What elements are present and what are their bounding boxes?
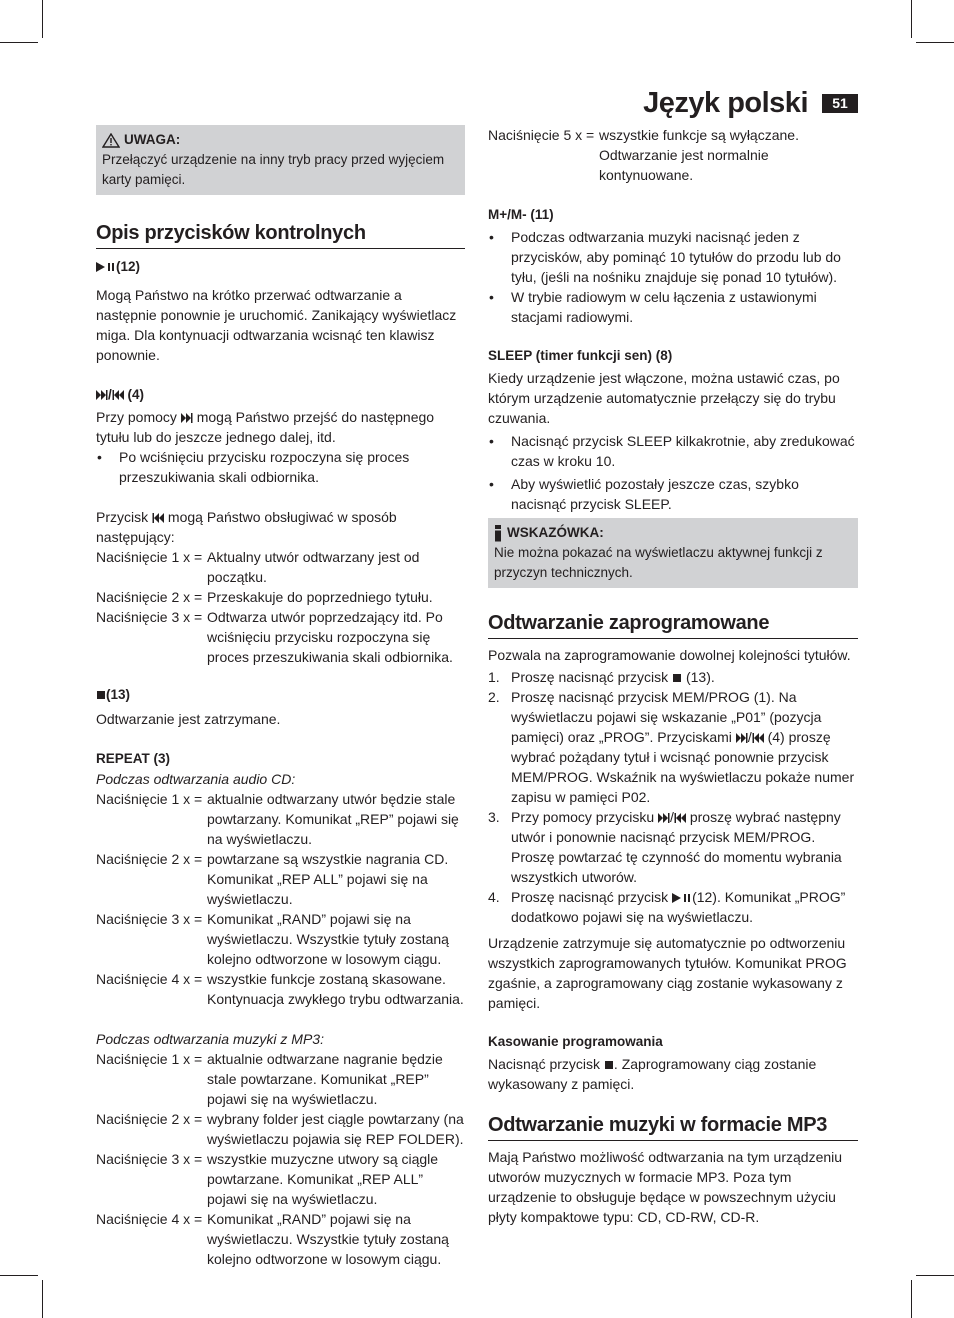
press-row: Naciśnięcie 2 x = Przeskakuje do poprzedniego tytułu. bbox=[96, 589, 433, 605]
hint-text: Nie można pokazać na wyświetlaczu aktywnej funkcji z przyczyn technicznych. bbox=[494, 545, 823, 580]
skip-bullets bbox=[96, 447, 465, 487]
list-item: 3. Przy pomocy przycisku / proszę wybrać następny utwór i ponownie nacisnąć przycisk MEM/PROG. Proszę powtarzać tę czynność do momentu wybrania wszystkich utworów. bbox=[488, 809, 842, 885]
press-row: Naciśnięcie 5 x = wszystkie funkcje są wyłączane. Odtwarzanie jest normalnie kontynuowane. bbox=[488, 127, 799, 183]
list-item: 4. Proszę nacisnąć przycisk (12). Komunikat „PROG” dodatkowo pojawi się na wyświetlaczu. bbox=[488, 889, 846, 925]
repeat-cd-heading: Podczas odtwarzania audio CD: bbox=[96, 771, 296, 787]
press-row: Naciśnięcie 2 x = powtarzane są wszystkie nagrania CD. Komunikat „REP ALL” pojawi się na wyświetlaczu. bbox=[96, 851, 449, 907]
sleep-heading: SLEEP (timer funkcji sen) (8) bbox=[488, 348, 673, 363]
stop-icon bbox=[97, 691, 105, 699]
page-number: 51 bbox=[822, 94, 858, 113]
skip-forward-icon bbox=[96, 390, 108, 400]
warning-title: UWAGA: bbox=[102, 130, 459, 150]
list-item: 2. Proszę nacisnąć przycisk MEM/PROG (1). Na wyświetlaczu pojawi się wskazanie „P01” (pozycja pamięci) oraz „PROG”. Przyciskami / (4) proszę wybrać pożądany tytuł i wcisnąć ponownie przycisk MEM/PROG. Wskaźnik na wyświetlaczu pokaże numer zapisu w pamięci P02. bbox=[488, 689, 855, 805]
hint-box bbox=[488, 518, 858, 588]
crop-mark bbox=[42, 1280, 43, 1318]
list-item: • Podczas odtwarzania muzyki nacisnąć jeden z przycisków, aby pominąć 10 tytułów do przodu lub do tyłu, (jeśli na nośniku znajduje się ponad 10 tytułów). bbox=[488, 227, 858, 287]
sleep-text: Kiedy urządzenie jest włączone, można ustawić czas, po którym urządzenie automatycznie przełączy się do trybu czuwania. bbox=[488, 370, 840, 426]
skip-forward-icon bbox=[658, 813, 670, 823]
repeat-mp3-heading: Podczas odtwarzania muzyki z MP3: bbox=[96, 1031, 324, 1047]
mplus-heading: M+/M- (11) bbox=[488, 207, 554, 222]
press-row: Naciśnięcie 1 x = Aktualny utwór odtwarzany jest od początku. bbox=[96, 549, 420, 585]
press-row: Naciśnięcie 2 x = wybrany folder jest ciągle powtarzany (na wyświetlaczu pojawia się REP FOLDER). bbox=[96, 1111, 464, 1147]
prog-after: Urządzenie zatrzymuje się automatycznie po odtworzeniu wszystkich zaprogramowanych tytułów. Komunikat PROG zgaśnie, a zaprogramowany ciąg zostanie wykasowany z pamięci. bbox=[488, 935, 847, 1011]
skip-back-icon bbox=[752, 733, 764, 743]
right-column bbox=[488, 125, 858, 1227]
play-pause-icon bbox=[96, 262, 116, 272]
repeat-mp3-table bbox=[96, 1049, 465, 1269]
list-item: • W trybie radiowym w celu łączenia z ustawionymi stacjami radiowymi. bbox=[488, 287, 858, 327]
repeat-heading: REPEAT (3) bbox=[96, 751, 171, 766]
info-icon bbox=[494, 525, 503, 542]
press-row: Naciśnięcie 4 x = wszystkie funkcje zostaną skasowane. Kontynuacja zwykłego trybu odtwarzania. bbox=[96, 971, 464, 1007]
section-title-controls: Opis przycisków kontrolnych bbox=[96, 220, 465, 249]
skip-forward-icon bbox=[181, 413, 193, 423]
crop-mark bbox=[42, 0, 43, 38]
section-title-mp3: Odtwarzanie muzyki w formacie MP3 bbox=[488, 1112, 858, 1141]
crop-mark bbox=[911, 1280, 912, 1318]
clear-heading: Kasowanie programowania bbox=[488, 1034, 663, 1049]
section-title-programmed: Odtwarzanie zaprogramowane bbox=[488, 610, 858, 639]
list-item: • Po wciśnięciu przycisku rozpoczyna się proces przeszukiwania skali odbiornika. bbox=[96, 447, 465, 487]
list-item: • Nacisnąć przycisk SLEEP kilkakrotnie, aby zredukować czas w kroku 10. bbox=[488, 431, 858, 471]
warning-text: Przełączyć urządzenie na inny tryb pracy przed wyjęciem karty pamięci. bbox=[102, 152, 445, 187]
skip-back-icon bbox=[112, 390, 124, 400]
list-item: • Aby wyświetlić pozostały jeszcze czas, szybko nacisnąć przycisk SLEEP. bbox=[488, 474, 858, 514]
list-item: 1. Proszę nacisnąć przycisk (13). bbox=[488, 669, 715, 685]
prev-text: Przycisk mogą Państwo obsługiwać w sposób następujący: bbox=[96, 509, 397, 545]
sleep-bullets bbox=[488, 431, 858, 514]
skip-heading: / (4) bbox=[96, 385, 465, 405]
crop-mark bbox=[911, 0, 912, 38]
press-row: Naciśnięcie 3 x = Komunikat „RAND” pojawi się na wyświetlaczu. Wszystkie tytuły zostaną kolejno odtworzone w losowym ciągu. bbox=[96, 911, 449, 967]
crop-mark bbox=[0, 1275, 38, 1276]
press-row: Naciśnięcie 1 x = aktualnie odtwarzane nagranie będzie stale powtarzane. Komunikat „REP” pojawi się na wyświetlaczu. bbox=[96, 1051, 443, 1107]
mplus-bullets bbox=[488, 227, 858, 327]
skip-back-icon bbox=[152, 513, 164, 523]
stop-icon bbox=[673, 674, 681, 682]
page-header bbox=[643, 86, 858, 120]
warning-box bbox=[96, 125, 465, 195]
prog-intro: Pozwala na zaprogramowanie dowolnej kolejności tytułów. bbox=[488, 647, 851, 663]
clear-text: Nacisnąć przycisk . Zaprogramowany ciąg zostanie wykasowany z pamięci. bbox=[488, 1056, 817, 1092]
skip-text: Przy pomocy mogą Państwo przejść do następnego tytułu lub do jeszcze jednego dalej, itd. bbox=[96, 409, 435, 445]
prog-steps bbox=[488, 667, 858, 927]
press-row: Naciśnięcie 1 x = aktualnie odtwarzany utwór będzie stale powtarzany. Komunikat „REP” pojawi się na wyświetlaczu. bbox=[96, 791, 459, 847]
stop-text: Odtwarzanie jest zatrzymane. bbox=[96, 711, 281, 727]
skip-forward-icon bbox=[736, 733, 748, 743]
stop-heading: (13) bbox=[96, 685, 465, 705]
crop-mark bbox=[916, 42, 954, 43]
skip-back-icon bbox=[674, 813, 686, 823]
playpause-heading: (12) bbox=[96, 257, 465, 277]
press-row: Naciśnięcie 3 x = Odtwarza utwór poprzedzający itd. Po wciśnięciu przycisku rozpoczyna się proces przeszukiwania skali odbiornika. bbox=[96, 609, 453, 665]
crop-mark bbox=[0, 42, 38, 43]
page-title: Język polski bbox=[643, 87, 808, 119]
skip-press-table bbox=[96, 547, 465, 667]
playpause-text: Mogą Państwo na krótko przerwać odtwarzanie a następnie ponownie je uruchomić. Zanikający wyświetlacz miga. Dla kontynuacji odtwarzania wcisnąć ten klawisz ponownie. bbox=[96, 287, 457, 363]
left-column bbox=[96, 125, 465, 1269]
repeat-cd-table bbox=[96, 789, 465, 1009]
play-pause-icon bbox=[672, 893, 692, 903]
hint-title: WSKAZÓWKA: bbox=[494, 523, 852, 543]
press-row: Naciśnięcie 4 x = Komunikat „RAND” pojawi się na wyświetlaczu. Wszystkie tytuły zostaną kolejno odtworzone w losowym ciągu. bbox=[96, 1211, 449, 1267]
warning-triangle-icon bbox=[102, 133, 120, 148]
mp3-text: Mają Państwo możliwość odtwarzania na tym urządzeniu utworów muzycznych w formacie MP3. Poza tym urządzenie to obsługuje będące w powszechnym użyciu płyty kompaktowe typu: CD, CD-RW, CD-R. bbox=[488, 1149, 843, 1225]
crop-mark bbox=[916, 1275, 954, 1276]
press-row: Naciśnięcie 3 x = wszystkie muzyczne utwory są ciągle powtarzane. Komunikat „REP ALL” pojawi się na wyświetlaczu. bbox=[96, 1151, 439, 1207]
stop-icon bbox=[605, 1061, 613, 1069]
